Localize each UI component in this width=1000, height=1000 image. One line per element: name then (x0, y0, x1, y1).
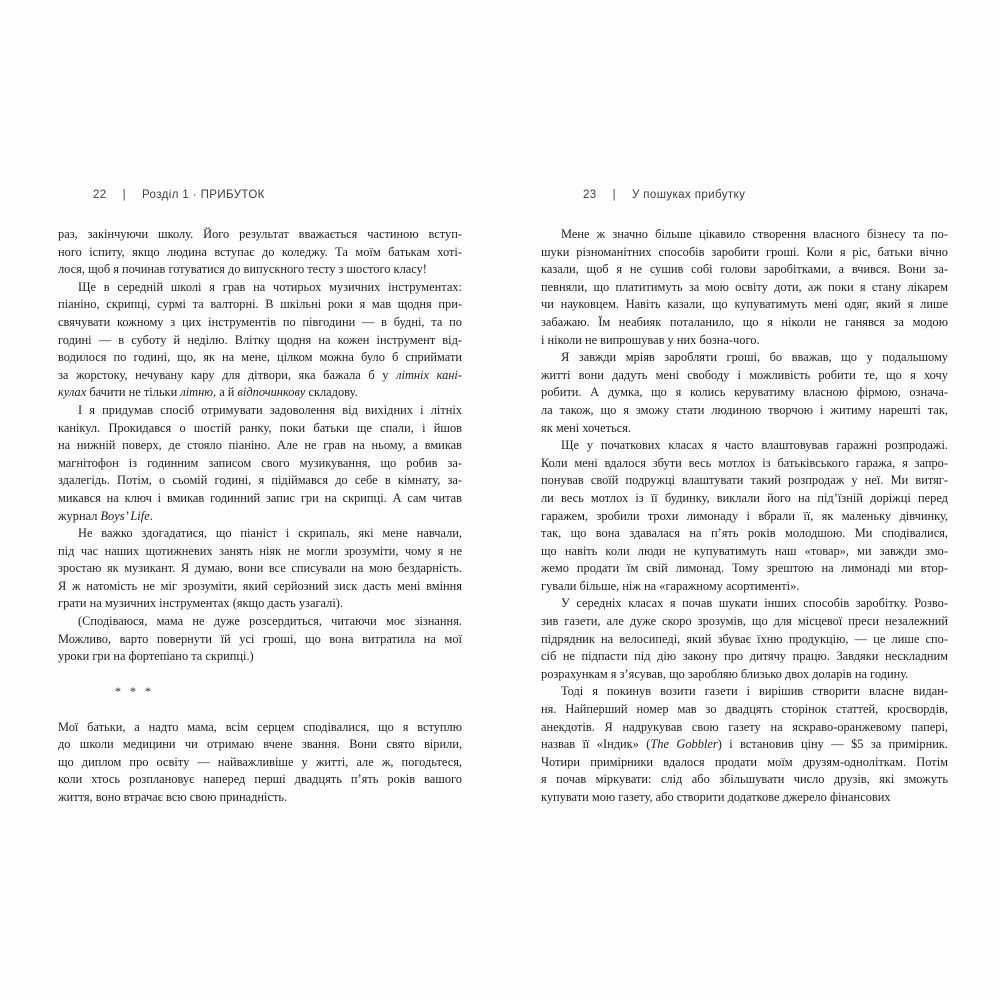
text-line: свячувати кожному з цих інструментів по півгодини — в будні, та по (58, 314, 462, 329)
text-line: коли хтось розплановує наперед перші двадцять п’ять років вашого (58, 772, 462, 787)
left-page-number: 22 (93, 189, 107, 201)
text-line: годині — в суботу й неділю. Влітку щодня на кожен інструмент від- (58, 332, 462, 347)
text-line: що навіть коли люди не купуватимуть наш «товар», ми завжди змо- (541, 543, 948, 558)
right-page-header (583, 189, 745, 201)
text-line: ня. Найперший номер мав зо двадцять сторінок статтей, кросвордів, (541, 702, 948, 717)
text-line: сіб не підпасти під дію закону про дитячу працю. Завдяки нескладним (541, 649, 948, 664)
text-line: уроки гри на фортепіано та скрипці.) (58, 649, 254, 664)
text-line: зив газети, але дуже скоро зрозумів, що для місцевої преси незалежний (541, 614, 948, 629)
text-line: анекдотів. Я надрукував свою газету на яскраво-оранжевому папері, (541, 719, 948, 734)
left-page-header (93, 189, 265, 201)
text-line: так, що вона здавалася на п’ять років молодшою. Ми сподівалися, (541, 526, 948, 541)
text-line: журнал Boys’ Life. (58, 508, 153, 523)
text-line: микався на ключ і вмикав годинний запис гри на скрипці. А сам читав (58, 490, 462, 505)
section-separator: * * * (115, 684, 154, 699)
blank-line (58, 666, 462, 684)
text-line: за жорстоку, нечувану кару для дітвори, яка бажала б у літніх кані- (58, 367, 462, 382)
text-line: ного іспиту, якщо людина вступає до коледжу. Та моїм батькам хоті- (58, 244, 462, 259)
text-line: здалегідь. Потім, о сьомій годині, я підіймався до себе в кімнату, за- (58, 473, 462, 488)
text-line: Ще в середній школі я грав на чотирьох музичних інструментах: (78, 279, 462, 294)
left-header-divider: | (122, 189, 126, 201)
right-page-text (541, 226, 948, 807)
text-line: канікул. Прокидався о шостій ранку, поки батьки ще спали, і йшов (58, 420, 462, 435)
text-line: Мої батьки, а надто мама, всім серцем сподівалися, що я вступлю (58, 719, 462, 734)
text-line: жемо продати їм свій лимонад. Тому зрештою на лимонаді ми втор- (541, 561, 948, 576)
text-line: гували більше, ніж на «гаражному асортименті». (541, 578, 800, 593)
text-line: Ще у початкових класах я часто влаштовував гаражні розпродажі. (561, 438, 948, 453)
blank-line (58, 701, 462, 719)
text-line: грати на музичних інструментах (якщо дасть узагалі). (58, 596, 343, 611)
text-line: У середніх класах я почав шукати інших способів заробітку. Розво- (561, 596, 948, 611)
text-line: ла також, що я зможу стати людиною творчою і житиму нарешті так, (541, 402, 948, 417)
text-line: зростаю як музикант. Я думаю, вони все списували на мою бездарність. (58, 561, 462, 576)
left-running-title: Розділ 1 · ПРИБУТОК (141, 189, 265, 201)
text-line: житті вони дадуть мені свободу і можливість робити те, що я хочу (541, 367, 948, 382)
text-line: купувати мою газету, або створити додаткове джерело фінансових (541, 790, 891, 804)
text-line: Мене ж значно більше цікавило створення власного бізнесу та по- (561, 227, 948, 241)
text-line: понував своїй подружці влаштувати такий розпродаж у неї. Ми витяг- (541, 473, 948, 488)
text-line: певняли, що платитимуть за мою освіту доти, аж поки я стану лікарем (541, 279, 948, 294)
right-page-number: 23 (583, 189, 597, 201)
text-line: підрядник на велосипеді, який збуває їхню продукцію, — це лише спо- (541, 631, 948, 646)
text-line: Чотири примірники вдалося продати моїм друзям-одноліткам. Потім (541, 754, 948, 769)
text-line: назвав її «Індик» (The Gobbler) і встановив ціну — $5 за примірник. (541, 737, 948, 752)
text-line: Тоді я покинув возити газети і вирішив створити власне видан- (561, 684, 948, 699)
text-line: раз, закінчуючи школу. Його результат вважається частиною вступ- (58, 227, 462, 241)
text-line: піаніно, скрипці, сурмі та валторні. В шкільні роки я мав щодня при- (58, 297, 462, 312)
text-line: я почав міркувати: слід або збільшувати число друзів, які зможуть (541, 772, 948, 787)
text-line: лося, щоб я починав готуватися до випускного тесту з шостого класу! (58, 262, 427, 277)
text-line: Можливо, варто повернути їй усі гроші, що вона витратила на мої (58, 631, 462, 646)
text-line: Не важко здогадатися, що піаніст і скрипаль, які мене навчали, (78, 526, 462, 541)
text-line: Коли мені вдалося збути весь мотлох із батьківського гаража, я запро- (541, 455, 948, 470)
text-line: кулах бачити не тільки літню, а й відпочинкову складову. (58, 385, 358, 400)
text-line: магнітофон із годинним записом свого музикування, що робив за- (58, 455, 462, 470)
right-running-title: У пошуках прибутку (631, 189, 746, 201)
text-line: І я придумав спосіб отримувати задоволення від вихідних і літніх (78, 402, 462, 417)
text-line: розрахункам я з’ясував, що заробляю близько двох доларів на годину. (541, 666, 909, 681)
text-line: життя, воно втрачає всю свою принадність. (58, 790, 288, 804)
text-line: до школи медицини чи отримаю вчене звання. Вони свято вірили, (58, 737, 462, 752)
text-line: під час наших щотижневих занять ніяк не могли зрозуміти, чому я не (58, 543, 462, 558)
right-header-divider: | (612, 189, 616, 201)
text-line: що диплом про освіту — найважливіше у житті, але ж, погодьтеся, (58, 754, 462, 769)
text-line: і ніколи не випрошував у них бозна-чого. (541, 332, 760, 347)
text-line: як мені хочеться. (541, 420, 632, 435)
text-line: шуки різноманітних способів заробити гроші. Коли я ріс, батьки вічно (541, 244, 948, 259)
left-page-text (58, 226, 462, 807)
text-line: водилося по годині, що, як на мене, цілком можна було б сприймати (58, 350, 462, 365)
text-line: чи науковцем. Навіть казали, що купуватимуть мені одяг, який я лише (541, 297, 948, 312)
text-line: робити. А думка, що я колись керуватиму власною фірмою, означа- (541, 385, 948, 400)
text-line: гаражем, зробили трохи лимонаду і вбрали її, як маленьку дівчинку, (541, 508, 948, 523)
text-line: Я завжди мріяв заробляти гроші, бо вважав, що у подальшому (561, 350, 948, 365)
text-line: (Сподіваюся, мама не дуже розсердиться, читаючи моє зізнання. (78, 614, 462, 629)
text-line: ли весь мотлох із її будинку, виклали його на під’їзній доріжці перед (541, 490, 948, 505)
text-line: на нижній поверх, де стояло піаніно. Але не грав на ньому, а вмикав (58, 438, 462, 453)
text-line: Я ж натомість не міг зрозуміти, який серйозний зиск дасть мені вміння (58, 578, 462, 593)
text-line: казали, щоб я не сушив собі голови заробітками, а вчився. Вони за- (541, 262, 948, 277)
text-line: забажаю. Їм неабияк поталанило, що я ніколи не ганявся за модою (541, 314, 948, 329)
